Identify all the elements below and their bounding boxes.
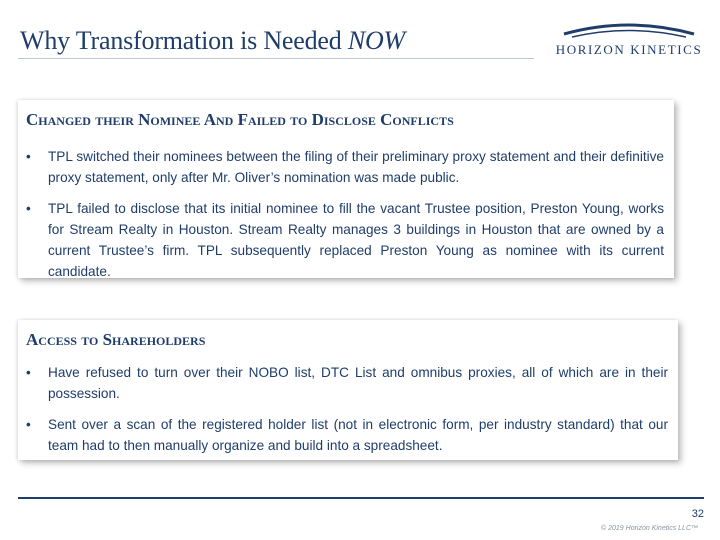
conflicts-heading: Changed their Nominee And Failed to Disclose Conflicts [26,110,454,129]
logo-text: HORIZON KINETICS [555,42,703,57]
access-panel [18,320,678,460]
footer-divider [18,497,704,499]
bullet-text: TPL failed to disclose that its initial nominee to fill the vacant Trustee position, Preston Young, works for Stream Realty in Houston. Stream Realty manages 3 buildings in Houston that are owned by a current Trustee’s firm. TPL subsequently replaced Preston Young as nominee with its current candidate. [48,201,664,279]
bullet-icon: • [26,201,31,216]
access-heading: Access to Shareholders [26,330,206,349]
horizon-arcs-icon [562,18,696,42]
title-emphasis: NOW [347,26,406,55]
bullet-text: Have refused to turn over their NOBO list, DTC List and omnibus proxies, all of which are in their possession. [48,365,668,401]
company-logo [554,18,704,62]
list-item [26,146,664,188]
bullet-icon: • [26,417,31,432]
bullet-text: TPL switched their nominees between the filing of their preliminary proxy statement and their definitive proxy statement, only after Mr. Oliver’s nomination was made public. [48,149,664,185]
title-main: Why Transformation is Needed [20,26,348,55]
title-divider [18,58,534,59]
copyright-notice: © 2019 Horizon Kinetics LLC™ [601,525,698,532]
access-list [26,362,668,466]
conflicts-panel [18,100,674,278]
bullet-icon: • [26,365,31,380]
page-title [20,26,405,56]
bullet-icon: • [26,149,31,164]
bullet-text: Sent over a scan of the registered holder list (not in electronic form, per industry standard) that our team had to then manually organize and build into a spreadsheet. [48,417,668,453]
list-item [26,198,664,282]
page-number: 32 [691,508,704,520]
list-item [26,362,668,404]
list-item [26,414,668,456]
conflicts-list [26,146,664,292]
